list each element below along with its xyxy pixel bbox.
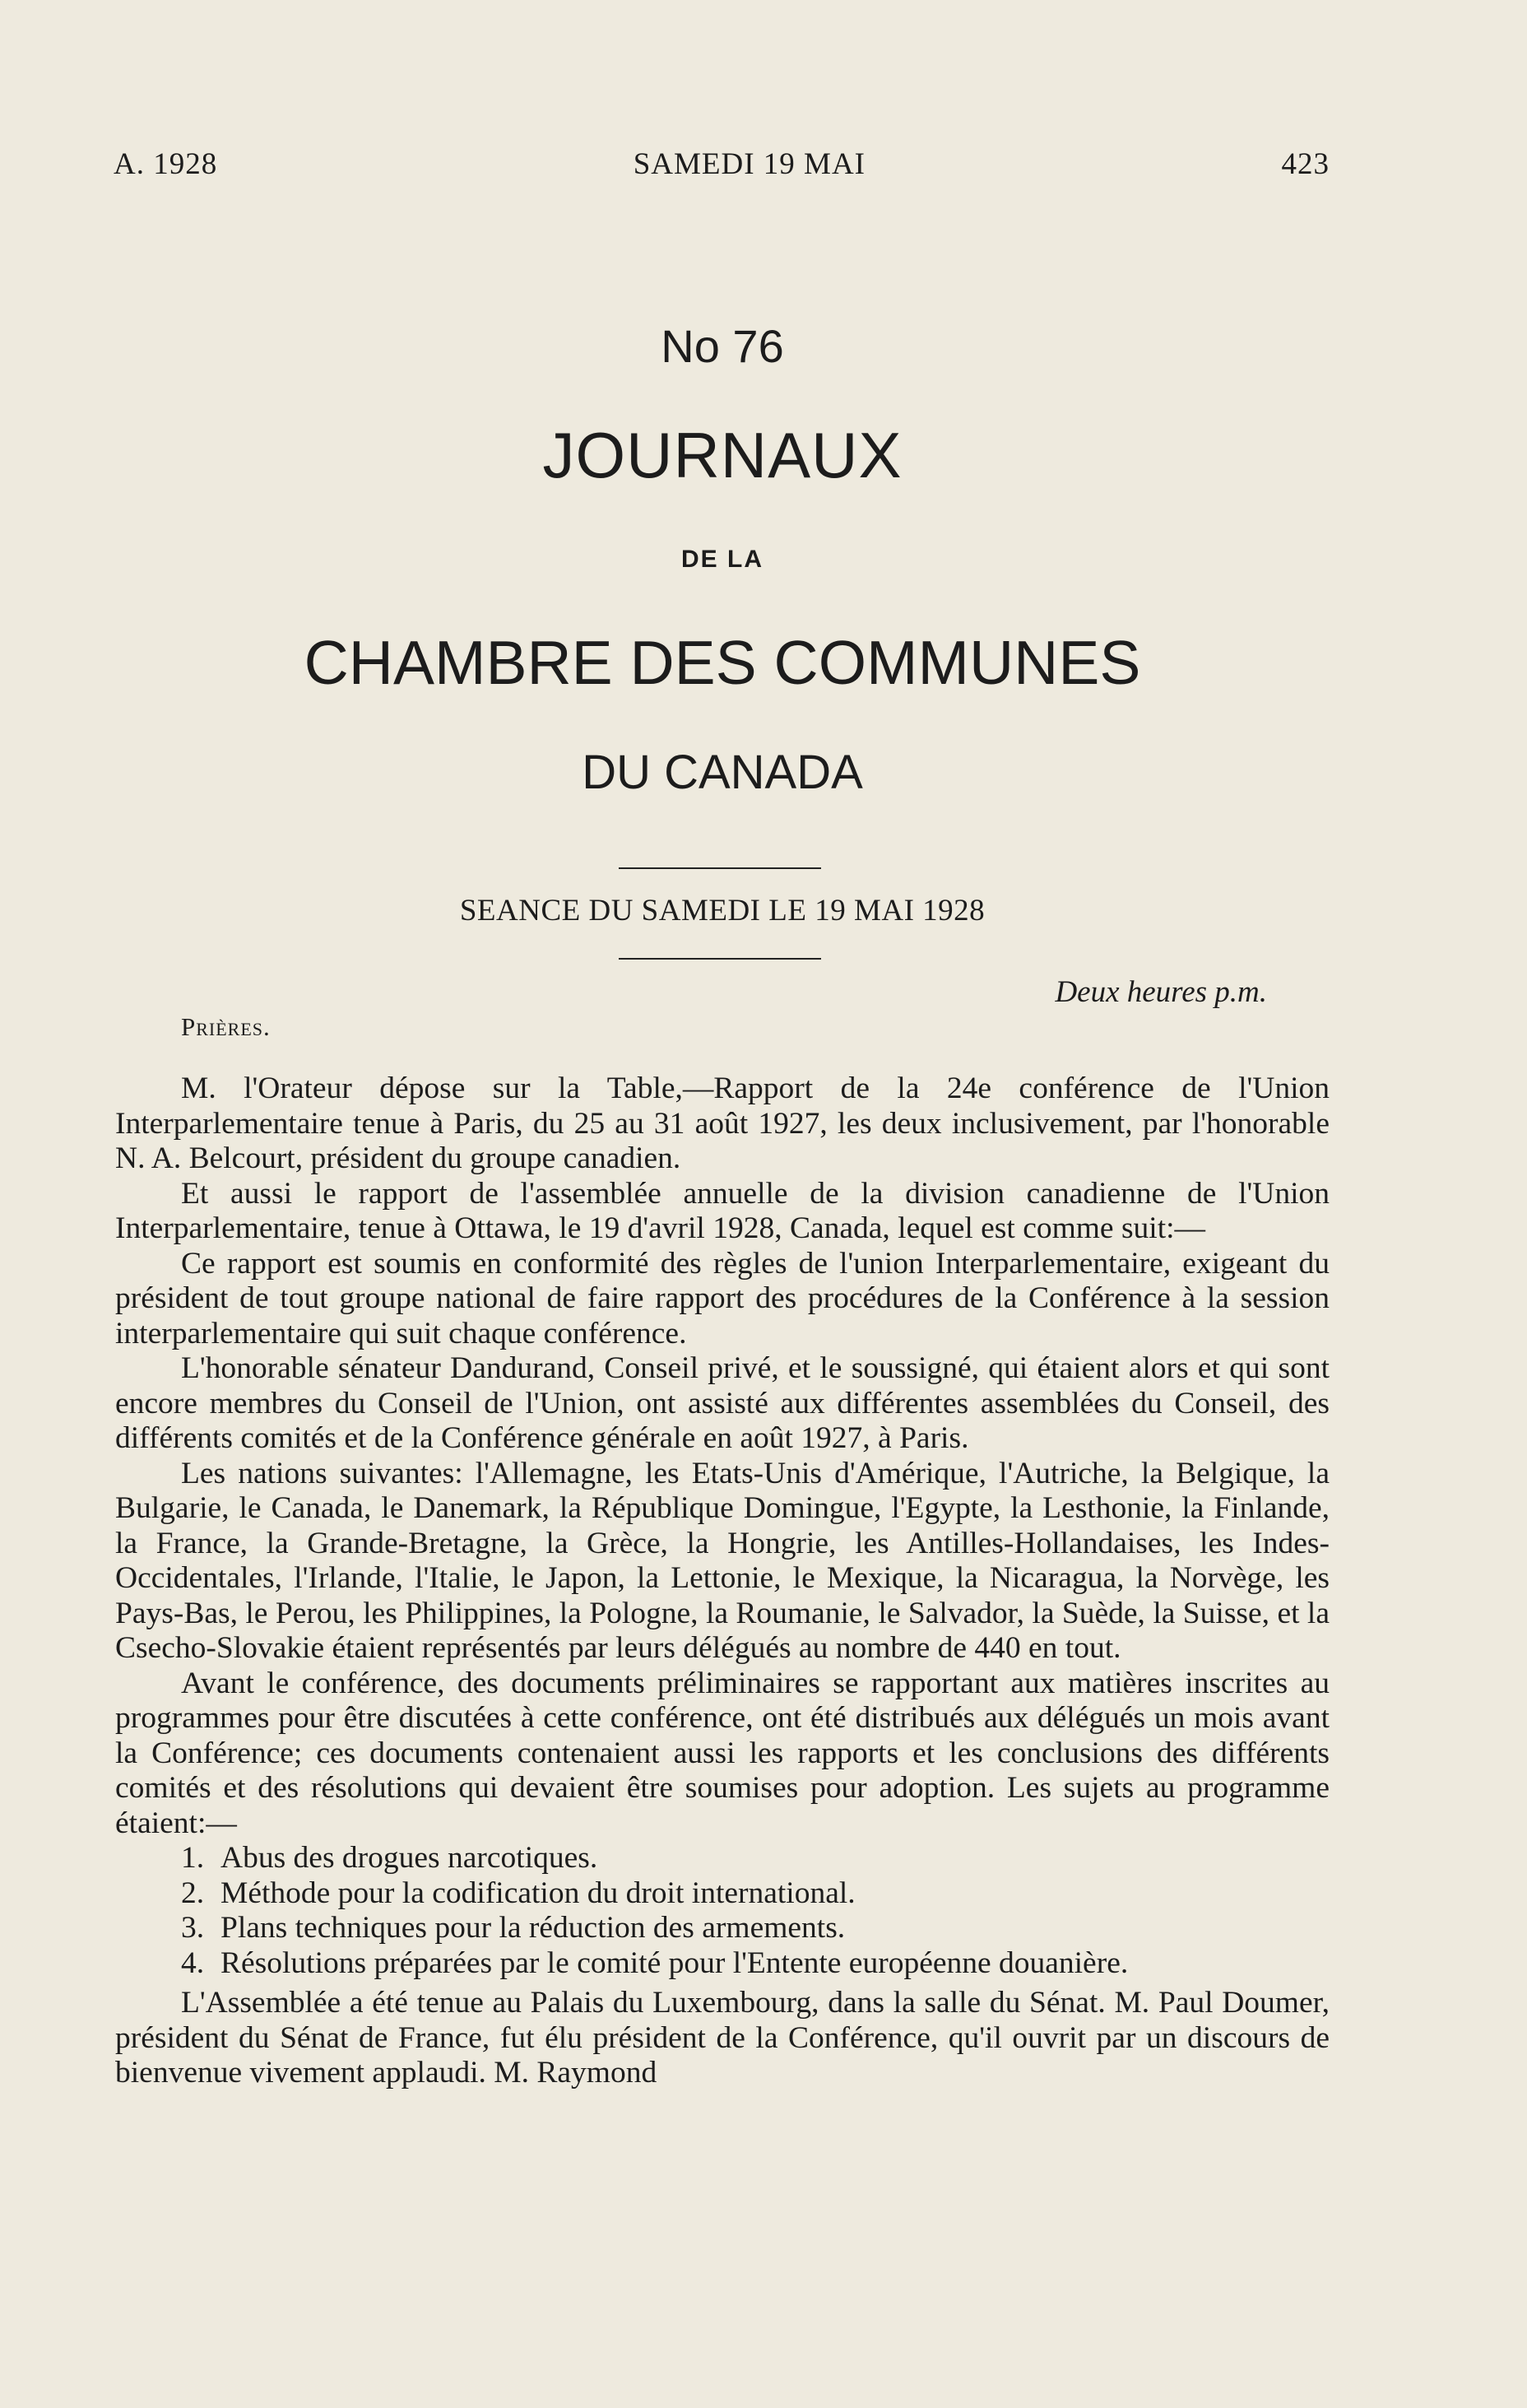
title-du-canada: DU CANADA	[582, 746, 863, 799]
paragraph: L'Assemblée a été tenue au Palais du Luxembourg, dans la salle du Sénat. M. Paul Doumer, président du Sénat de France, fut élu président de la Conférence, qu'il ouvrit par un discours de bienvenue vivement applaudi. M. Raymond	[115, 1986, 1330, 2090]
paragraph: M. l'Orateur dépose sur la Table,—Rapport de la 24e conférence de l'Union Interparlementaire tenue à Paris, du 25 au 31 août 1927, les deux inclusivement, par l'honorable N. A. Belcourt, président du groupe canadien.	[115, 1072, 1330, 1175]
list-item-number: 2.	[181, 1876, 205, 1910]
page-number: 423	[1281, 147, 1330, 181]
title-journaux: JOURNAUX	[542, 419, 903, 491]
paragraph: Les nations suivantes: l'Allemagne, les Etats-Unis d'Amérique, l'Autriche, la Belgique, la Bulgarie, le Canada, le Danemark, la République Domingue, l'Egypte, la Lesthonie, la Finlande, la France, la Grande-Bretagne, la Grèce, la Hongrie, les Antilles-Hollandaises, les Indes-Occidentales, l'Irlande, l'Italie, le Japon, la Lettonie, le Mexique, la Nicaragua, la Norvège, les Pays-Bas, le Perou, les Philippines, la Pologne, la Roumanie, le Salvador, la Suède, la Suisse, et la Csecho-Slovakie étaient représentés par leurs délégués au nombre de 440 en tout.	[115, 1456, 1330, 1665]
divider-top	[619, 867, 821, 869]
paragraph: Ce rapport est soumis en conformité des règles de l'union Interparlementaire, exigeant du président de tout groupe national de faire rapport des procédures de la Conférence à la session interparlementaire qui suit chaque conférence.	[115, 1246, 1330, 1350]
session-heading: SEANCE DU SAMEDI LE 19 MAI 1928	[459, 894, 986, 927]
list-item	[115, 1876, 1330, 1912]
running-header	[114, 146, 1330, 182]
list-item-text: Méthode pour la codification du droit international.	[220, 1876, 856, 1910]
header-year: A. 1928	[114, 147, 218, 181]
list-item-text: Résolutions préparées par le comité pour l'Entente européenne douanière.	[220, 1945, 1129, 1980]
list-item-number: 3.	[181, 1911, 205, 1945]
agenda-list	[115, 1841, 1330, 1981]
session-time: Deux heures p.m.	[1055, 975, 1267, 1009]
issue-number: No 76	[661, 320, 784, 372]
divider-bottom	[619, 958, 821, 960]
list-item	[115, 1841, 1330, 1876]
list-item	[115, 1946, 1330, 1982]
list-item	[115, 1911, 1330, 1946]
paragraph: L'honorable sénateur Dandurand, Conseil privé, et le soussigné, qui étaient alors et qui sont encore membres du Conseil de l'Union, ont assisté aux différentes assemblées du Conseil, des différents comités et de la Conférence générale en août 1927, à Paris.	[115, 1351, 1330, 1455]
paragraph: Et aussi le rapport de l'assemblée annuelle de la division canadienne de l'Union Interparlementaire, tenue à Ottawa, le 19 d'avril 1928, Canada, lequel est comme suit:—	[115, 1176, 1330, 1245]
body-text	[115, 1072, 1330, 2091]
paragraph: Avant le conférence, des documents préliminaires se rapportant aux matières inscrites au programmes pour être discutées à cette conférence, ont été distribués aux délégués un mois avant la Conférence; ces documents contenaient aussi les rapports et les conclusions des différents comités et des résolutions qui devaient être soumises pour adoption. Les sujets au programme étaient:—	[115, 1666, 1330, 1840]
list-item-text: Abus des drogues narcotiques.	[220, 1841, 598, 1875]
list-item-number: 1.	[181, 1841, 205, 1875]
list-item-number: 4.	[181, 1945, 205, 1980]
title-de-la: DE LA	[681, 546, 764, 573]
title-chambre: CHAMBRE DES COMMUNES	[304, 628, 1141, 697]
list-item-text: Plans techniques pour la réduction des armements.	[220, 1911, 846, 1945]
header-date: SAMEDI 19 MAI	[633, 147, 866, 181]
prayers-heading: Prières.	[181, 1012, 271, 1041]
